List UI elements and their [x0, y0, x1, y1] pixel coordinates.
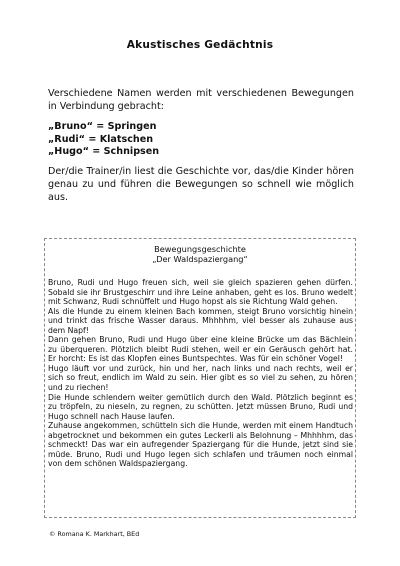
intro-text: Verschiedene Namen werden mit verschiedenen Bewegungen in Verbindung gebracht: — [48, 88, 354, 112]
rules-list — [48, 121, 354, 159]
story-paragraph: Hugo läuft vor und zurück, hin und her, nach links und nach rechts, weil er sich so freut, endlich im Wald zu sein. Hier gibt es so viel zu sehen, zu hören und zu riechen! — [48, 363, 353, 393]
story-paragraph: Als die Hunde zu einem kleinen Bach kommen, steigt Bruno vorsichtig hinein und trinkt das frische Wasser daraus. Mhhhhm, viel besser als zuhause aus dem Napf! — [48, 306, 353, 335]
rule-hugo: „Hugo“ = Schnipsen — [48, 146, 160, 158]
story-text — [48, 278, 353, 469]
instruction-text: Der/die Trainer/in liest die Geschichte vor, das/die Kinder hören genau zu und führen die Bewegungen so schnell wie möglich aus. — [48, 166, 354, 203]
rule-rudi: „Rudi“ = Klatschen — [48, 133, 154, 145]
story-paragraph: Zuhause angekommen, schütteln sich die Hunde, werden mit einem Handtuch abgetrocknet und bekommen ein gutes Leckerli als Belohnung – Mhhhhm, das schmeckt! Das war ein aufregender Spaziergang für die Hunde, jetzt sind sie müde. Bruno, Rudi und Hugo legen sich schlafen und träumen noch einmal von dem schönen Waldspaziergang. — [48, 421, 353, 469]
story-header — [45, 244, 355, 264]
rule-bruno: „Bruno“ = Springen — [48, 121, 157, 132]
story-paragraph: Bruno, Rudi und Hugo freuen sich, weil sie gleich spazieren gehen dürfen. Sobald sie ihr Brustgeschirr und ihre Leine anhaben, geht es los. Bruno wedelt mit Schwanz, Rudi schnüffelt und Hugo hopst als sie Richtung Wald gehen. — [48, 278, 353, 307]
story-heading: Bewegungsgeschichte — [154, 244, 246, 254]
story-paragraph: Die Hunde schlendern weiter gemütlich durch den Wald. Plötzlich beginnt es zu tröpfeln, zu nieseln, zu regnen, zu schütten. Jetzt müssen Bruno, Rudi und Hugo schnell nach Hause laufen. — [48, 392, 353, 421]
story-paragraph: Dann gehen Bruno, Rudi und Hugo über eine kleine Brücke um das Bächlein zu überqueren. Plötzlich bleibt Rudi stehen, weil er ein Geräusch gehört hat. Er horcht: Es ist das Klopfen eines Buntspechtes. Was für ein schöner Vogel! — [48, 335, 353, 364]
copyright-footer: © Romana K. Markhart, BEd — [49, 530, 140, 538]
story-box — [44, 238, 356, 518]
page-title: Akustisches Gedächtnis — [126, 39, 274, 51]
story-subheading: „Der Waldspaziergang“ — [152, 254, 248, 264]
